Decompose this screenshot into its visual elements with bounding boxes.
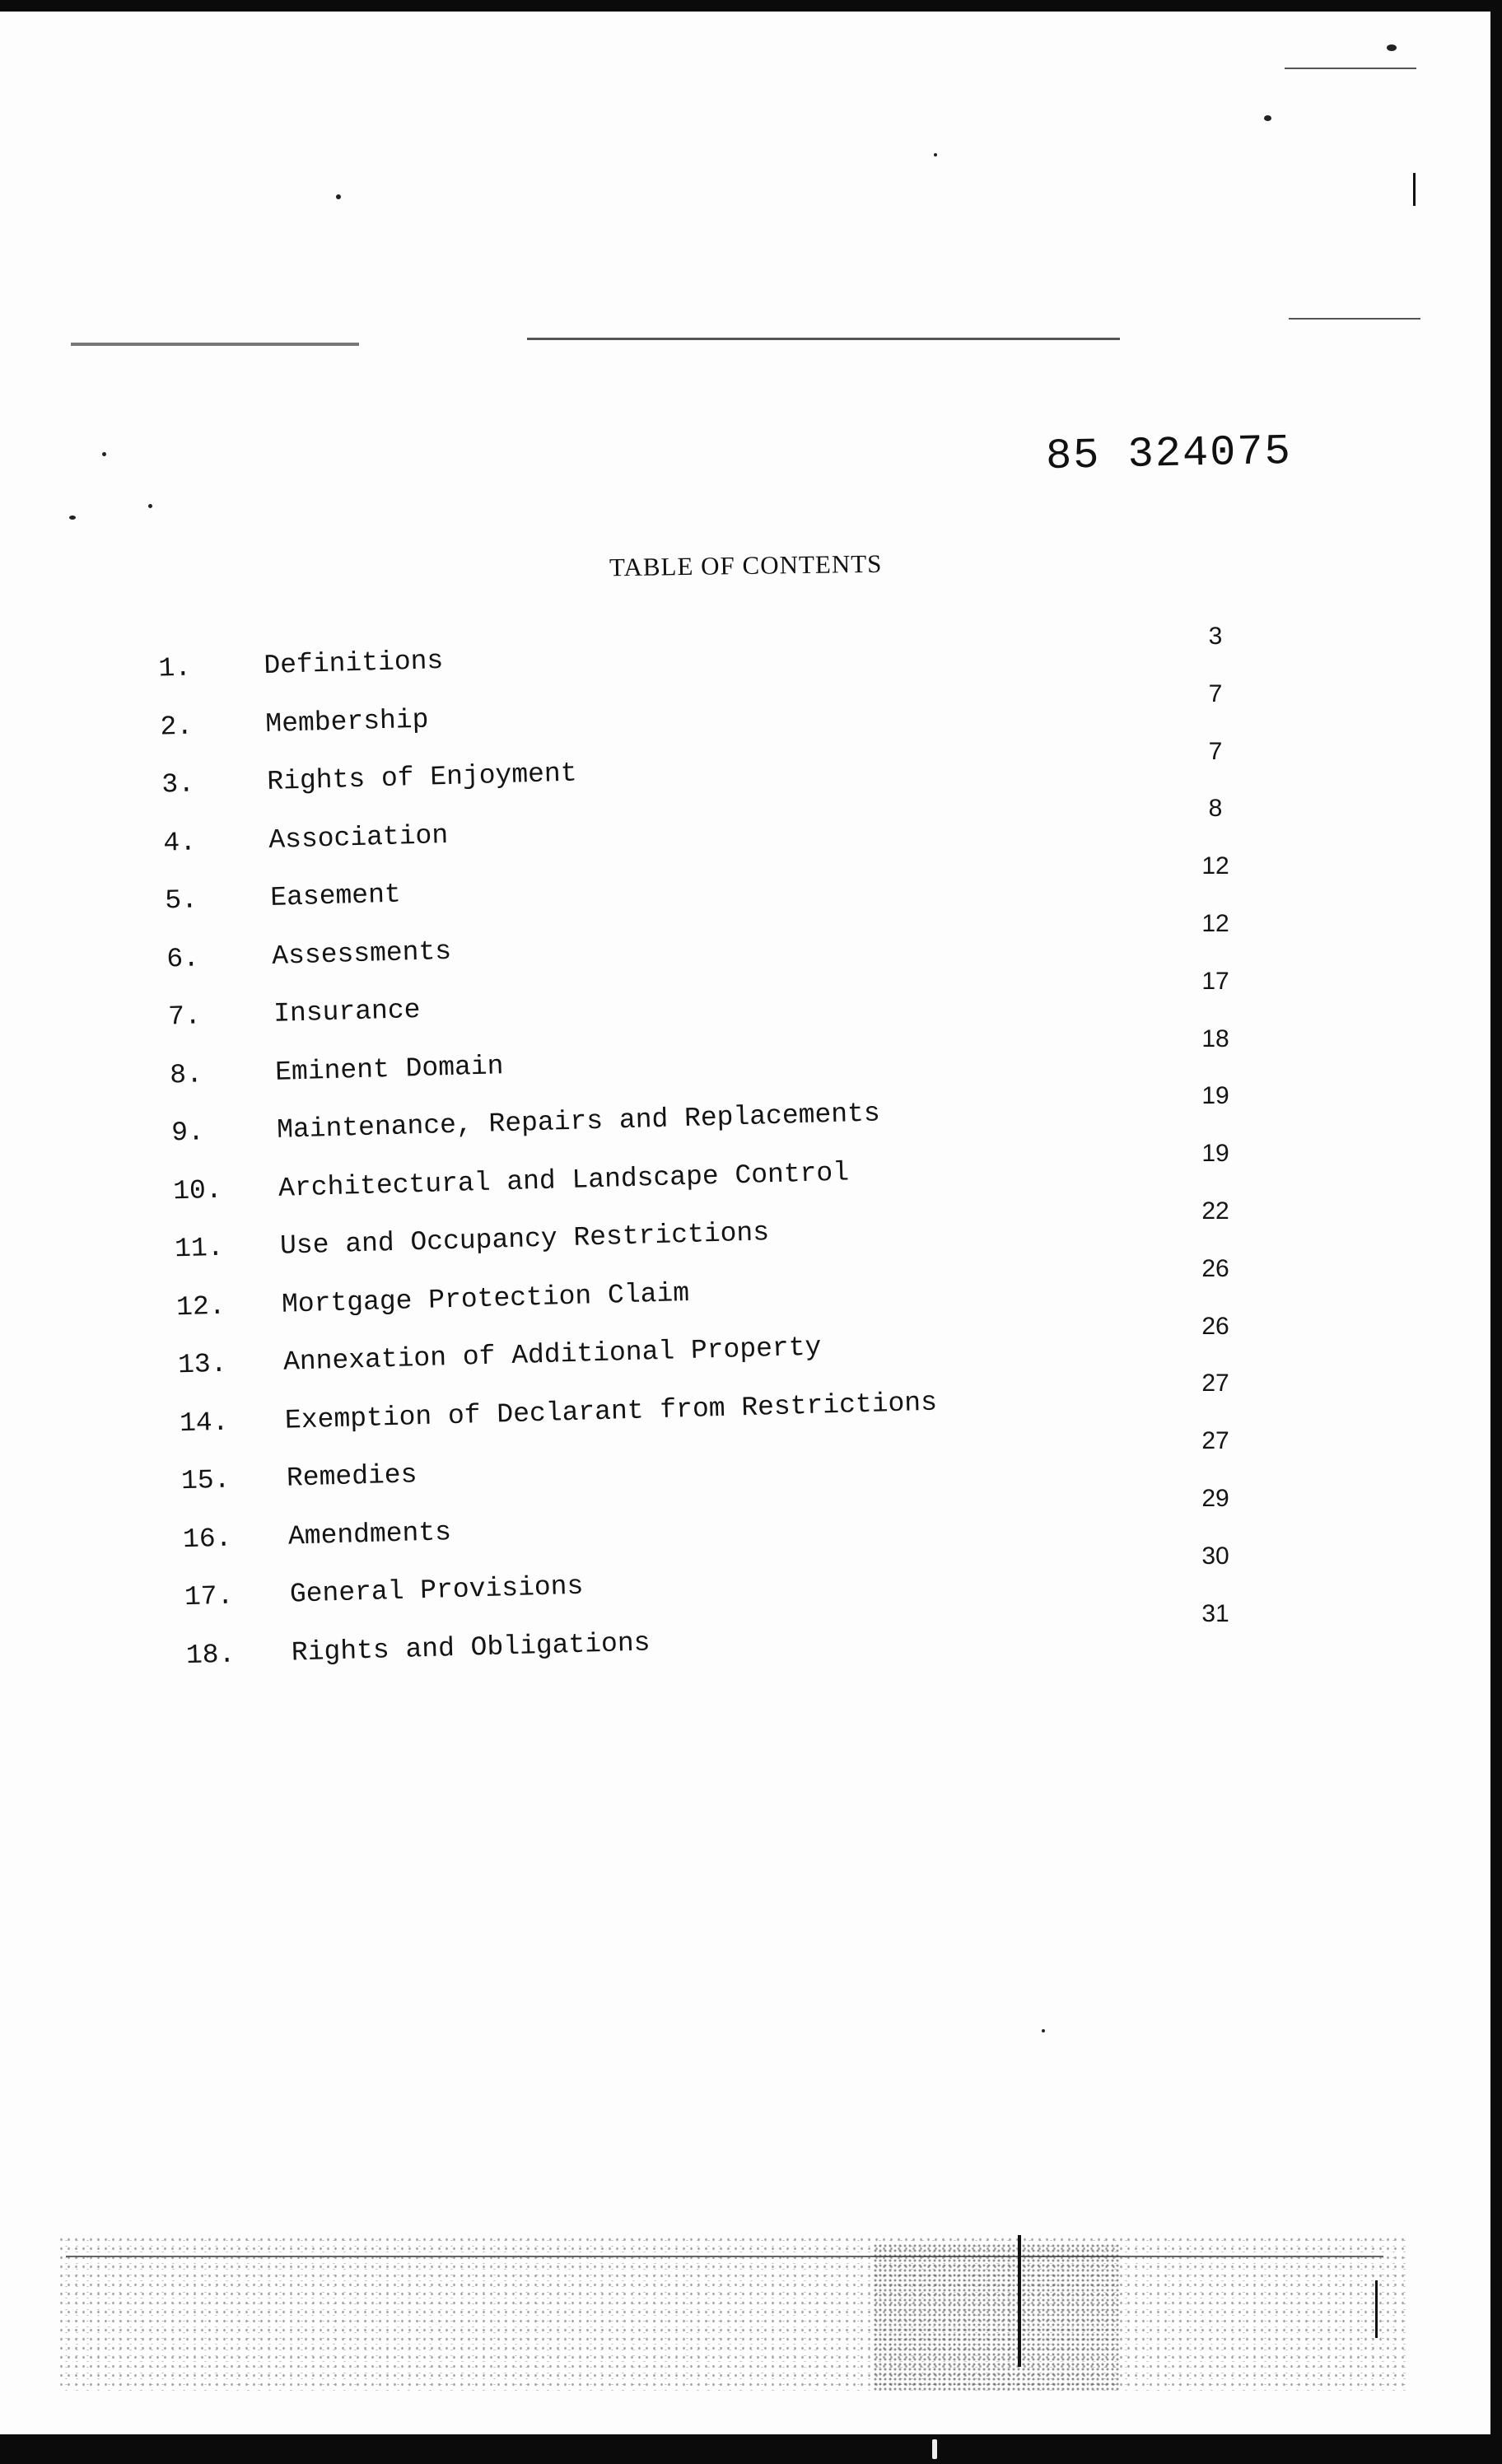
toc-entry-label: Mortgage Protection Claim [281,1277,690,1320]
scan-speck [1264,115,1271,121]
toc-entry-number: 13. [177,1348,228,1381]
toc-entry-label: Architectural and Landscape Control [278,1156,850,1204]
toc-entry-label: Annexation of Additional Property [282,1332,822,1378]
toc-entry-label: Exemption of Declarant from Restrictions [284,1387,938,1436]
toc-entry-number: 10. [172,1174,223,1206]
scan-rule [527,338,1120,340]
scan-edge-mark [1375,2280,1378,2338]
document-number: 85 324075 [1045,427,1293,482]
scan-rule [1285,68,1416,69]
toc-entry-number: 8. [169,1058,203,1090]
toc-page-number: 12 [1201,909,1229,937]
toc-page-number: 19 [1201,1140,1229,1168]
scan-speck [336,194,341,199]
toc-entry-number: 7. [167,1001,202,1033]
toc-entry-number: 5. [164,884,198,917]
toc-page-number: 17 [1201,967,1229,995]
toc-entry-label: Maintenance, Repairs and Replacements [276,1098,881,1146]
toc-entry-label: Membership [264,704,429,740]
toc-entry-number: 3. [161,768,195,800]
toc-page-numbers [1182,623,1248,1657]
toc-page-number: 29 [1201,1484,1229,1512]
toc-page-number: 27 [1201,1370,1229,1398]
toc-entry-label: Use and Occupancy Restrictions [279,1217,770,1262]
toc-entry-number: 1. [157,652,192,684]
toc-page-number: 7 [1208,737,1223,765]
toc-entry-number: 6. [166,942,200,975]
document-page [0,12,1490,2434]
toc-entry-number: 2. [159,711,194,743]
toc-page-number: 26 [1201,1254,1229,1282]
toc-page-number: 26 [1201,1312,1229,1340]
toc-page-number: 19 [1201,1082,1229,1110]
toc-entry-number: 9. [170,1117,205,1149]
toc-entry-number: 16. [182,1523,232,1555]
scan-speck [102,452,106,456]
toc-entry-label: Definitions [263,646,444,682]
scan-edge-mark [1413,173,1416,206]
toc-entry-number: 11. [174,1232,225,1265]
scan-speck [934,153,937,156]
toc-page-number: 12 [1201,852,1229,880]
toc-page-number: 7 [1208,679,1223,707]
toc-entry-label: Association [268,819,449,856]
scan-noise [873,2243,1120,2392]
toc-entry-number: 15. [180,1464,231,1497]
toc-entry-number: 14. [179,1407,230,1439]
toc-entry-label: Rights and Obligations [291,1626,651,1668]
scan-speck [932,2439,937,2459]
scan-speck [1042,2029,1045,2032]
toc-page-number: 8 [1208,795,1223,823]
scan-rule [1289,318,1420,320]
toc-entry-label: Amendments [287,1516,452,1552]
toc-entry-label: Easement [269,879,402,913]
toc-entry-number: 4. [162,826,197,859]
scan-noise [58,2235,1408,2392]
toc-entry-label: General Provisions [289,1570,584,1610]
toc-page-number: 27 [1201,1427,1229,1455]
toc-page-number: 18 [1201,1024,1229,1052]
toc-entry-label: Remedies [286,1459,417,1494]
toc-page-number: 3 [1208,623,1223,650]
scan-speck [1387,44,1397,51]
toc-entry-label: Assessments [271,936,452,972]
toc-entry-label: Eminent Domain [274,1050,504,1088]
toc-entry-number: 17. [184,1580,234,1613]
toc-entry-number: 18. [185,1639,236,1671]
scan-edge-mark [1018,2235,1021,2367]
toc-page-number: 22 [1201,1197,1229,1225]
toc-page-number: 31 [1201,1599,1229,1627]
scan-speck [148,504,152,508]
toc-list [148,622,1330,1699]
scan-speck [69,516,76,520]
toc-page-number: 30 [1201,1542,1229,1570]
page-title: TABLE OF CONTENTS [609,548,883,582]
scan-rule [71,343,359,346]
toc-entry-number: 12. [175,1290,226,1323]
toc-entry-label: Rights of Enjoyment [266,758,578,798]
toc-entry-label: Insurance [273,994,421,1029]
